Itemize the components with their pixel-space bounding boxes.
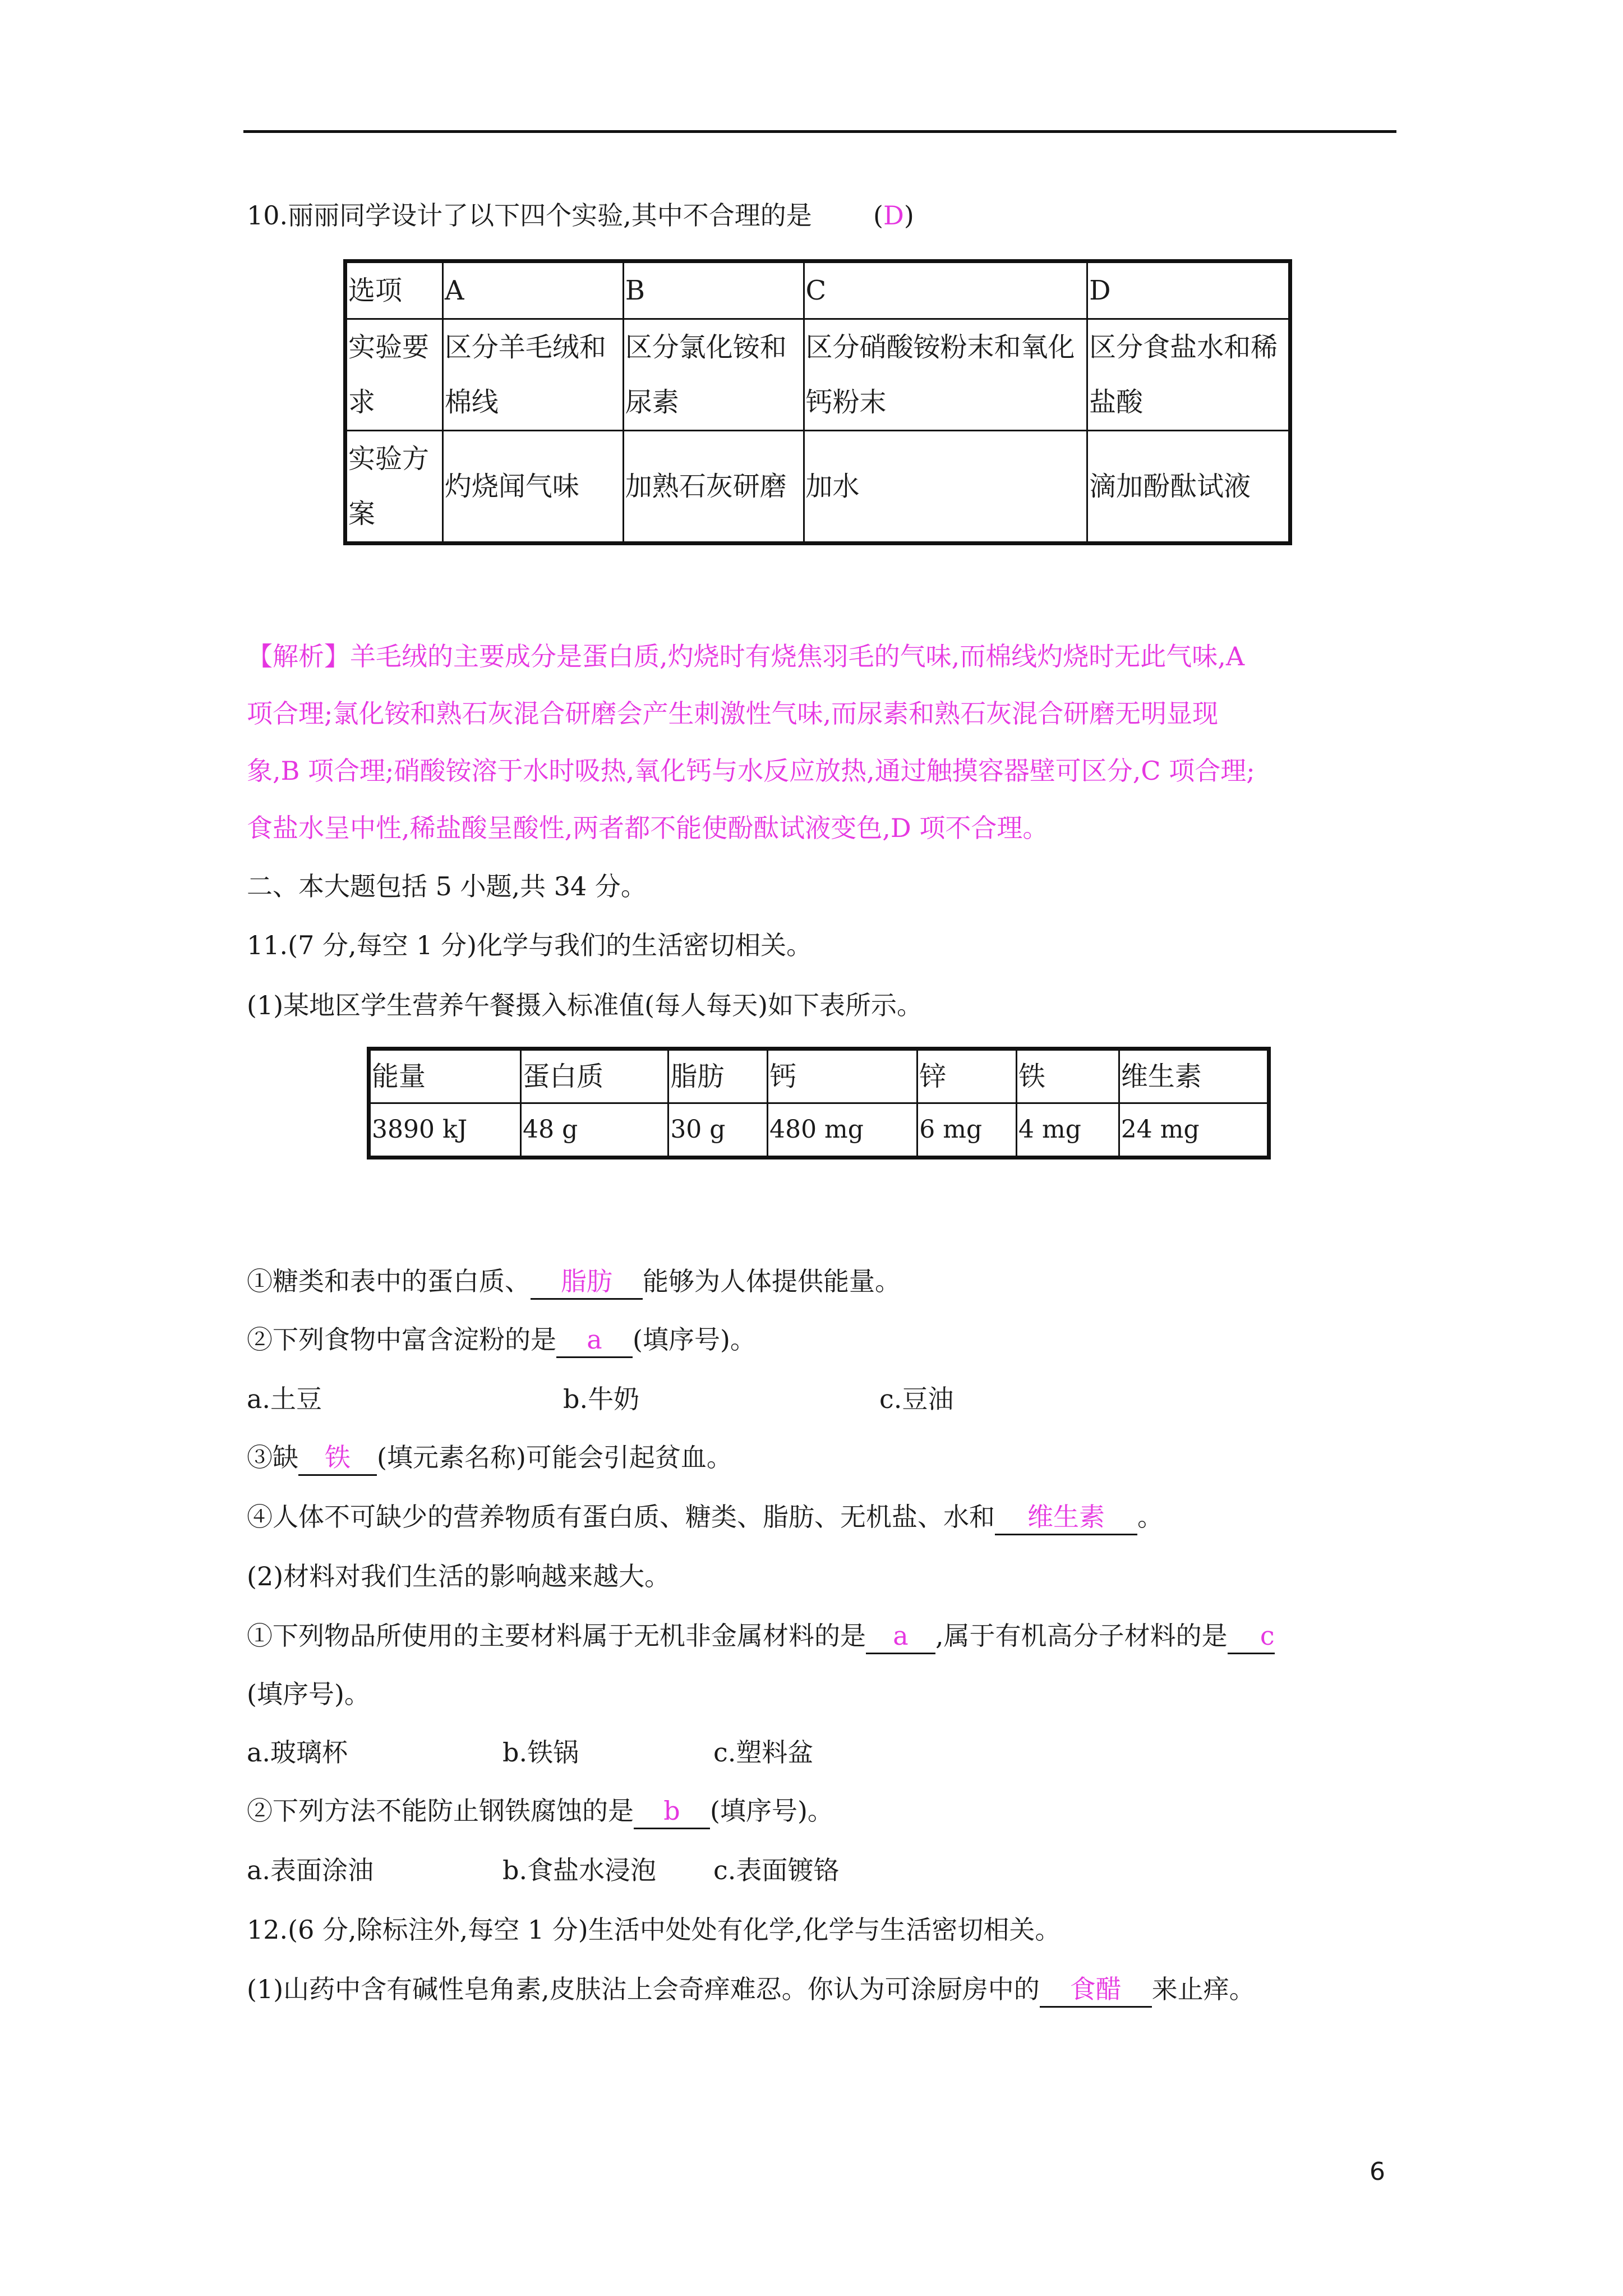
option: b.食盐水浸泡 (502, 1855, 657, 1885)
option: c.表面镀铬 (713, 1855, 840, 1885)
analysis-line: 项合理;氯化铵和熟石灰混合研磨会产生刺激性气味,而尿素和熟石灰混合研磨无明显现 (247, 698, 1219, 729)
table-cell: 滴加酚酞试液 (1087, 431, 1290, 544)
answer-blank: 脂肪 (531, 1264, 643, 1300)
table-cell: 锌 (917, 1049, 1017, 1103)
section-heading: 二、本大题包括 5 小题,共 34 分。 (247, 871, 647, 901)
table-cell: C (804, 261, 1087, 319)
table-cell: 实验方案 (345, 431, 443, 544)
page-number: 6 (1370, 2157, 1385, 2186)
table-cell: 区分食盐水和稀盐酸 (1087, 319, 1290, 431)
q11-m2-options (247, 1853, 839, 1887)
q11-part1: (1)某地区学生营养午餐摄入标准值(每人每天)如下表所示。 (247, 990, 923, 1020)
option: b.铁锅 (502, 1737, 579, 1768)
table-cell: A (442, 261, 623, 319)
q12-stem: 12.(6 分,除标注外,每空 1 分)生活中处处有化学,化学与生活密切相关。 (247, 1915, 1061, 1945)
q11-m2: ②下列方法不能防止钢铁腐蚀的是 b (填序号)。 (247, 1794, 833, 1829)
nutrition-table (367, 1047, 1271, 1159)
answer-blank: c (1228, 1619, 1275, 1654)
answer-blank: a (556, 1323, 633, 1358)
table-cell: 蛋白质 (521, 1049, 668, 1103)
analysis-line: 象,B 项合理;硝酸铵溶于水时吸热,氧化钙与水反应放热,通过触摸容器壁可区分,C 项合理; (247, 756, 1255, 786)
q11-s4: ④人体不可缺少的营养物质有蛋白质、糖类、脂肪、无机盐、水和 维生素 。 (247, 1500, 1163, 1535)
q11-m1: ①下列物品所使用的主要材料属于无机非金属材料的是 a ,属于有机高分子材料的是 c (247, 1619, 1275, 1654)
q11-s2-options (247, 1382, 953, 1416)
q11-stem: 11.(7 分,每空 1 分)化学与我们的生活密切相关。 (247, 930, 813, 960)
table-cell: B (623, 261, 804, 319)
table-header-row (369, 1049, 1269, 1103)
table-cell: 维生素 (1119, 1049, 1269, 1103)
table-row (369, 1103, 1269, 1158)
table-cell: 能量 (369, 1049, 521, 1103)
table-cell: 24 mg (1119, 1103, 1269, 1158)
table-cell: 选项 (345, 261, 443, 319)
table-header-row (345, 261, 1290, 319)
table-cell: 灼烧闻气味 (442, 431, 623, 544)
table-cell: D (1087, 261, 1290, 319)
table-cell: 30 g (668, 1103, 768, 1158)
table-cell: 区分羊毛绒和棉线 (442, 319, 623, 431)
table-cell: 铁 (1017, 1049, 1119, 1103)
table-cell: 实验要求 (345, 319, 443, 431)
q11-s3: ③缺 铁 (填元素名称)可能会引起贫血。 (247, 1441, 732, 1476)
q11-s2: ②下列食物中富含淀粉的是 a (填序号)。 (247, 1323, 756, 1358)
table-cell: 4 mg (1017, 1103, 1119, 1158)
q11-s1: ①糖类和表中的蛋白质、 脂肪 能够为人体提供能量。 (247, 1264, 901, 1300)
answer-blank: 食醋 (1040, 1972, 1152, 2008)
table-cell: 加熟石灰研磨 (623, 431, 804, 544)
table-cell: 区分硝酸铵粉末和氧化钙粉末 (804, 319, 1087, 431)
q11-m1-cont: (填序号)。 (247, 1679, 370, 1709)
q12-p1: (1)山药中含有碱性皂角素,皮肤沾上会奇痒难忍。你认为可涂厨房中的 食醋 来止痒。 (247, 1972, 1255, 2008)
option: b.牛奶 (563, 1384, 640, 1414)
q11-part2: (2)材料对我们生活的影响越来越大。 (247, 1561, 671, 1591)
q10-options-table (343, 259, 1292, 545)
table-cell: 区分氯化铵和尿素 (623, 319, 804, 431)
q10-answer: (D) (873, 200, 914, 231)
option: a.土豆 (247, 1384, 322, 1414)
table-row (345, 431, 1290, 544)
table-cell: 6 mg (917, 1103, 1017, 1158)
header-rule (243, 130, 1396, 133)
option: a.玻璃杯 (247, 1737, 348, 1768)
table-cell: 钙 (768, 1049, 917, 1103)
option: a.表面涂油 (247, 1855, 374, 1885)
table-row (345, 319, 1290, 431)
analysis-line: 食盐水呈中性,稀盐酸呈酸性,两者都不能使酚酞试液变色,D 项不合理。 (247, 813, 1049, 843)
table-cell: 48 g (521, 1103, 668, 1158)
answer-blank: 铁 (298, 1441, 377, 1476)
answer-blank: a (866, 1619, 935, 1654)
q10-stem: 10.丽丽同学设计了以下四个实验,其中不合理的是 (D) (247, 200, 914, 231)
answer-blank: 维生素 (995, 1500, 1137, 1535)
q11-m1-options (247, 1736, 813, 1769)
option: c.塑料盆 (713, 1737, 814, 1768)
table-cell: 脂肪 (668, 1049, 768, 1103)
table-cell: 加水 (804, 431, 1087, 544)
answer-blank: b (634, 1794, 710, 1829)
analysis-line: 【解析】羊毛绒的主要成分是蛋白质,灼烧时有烧焦羽毛的气味,而棉线灼烧时无此气味,A (247, 641, 1245, 671)
option: c.豆油 (879, 1384, 954, 1414)
table-cell: 3890 kJ (369, 1103, 521, 1158)
table-cell: 480 mg (768, 1103, 917, 1158)
